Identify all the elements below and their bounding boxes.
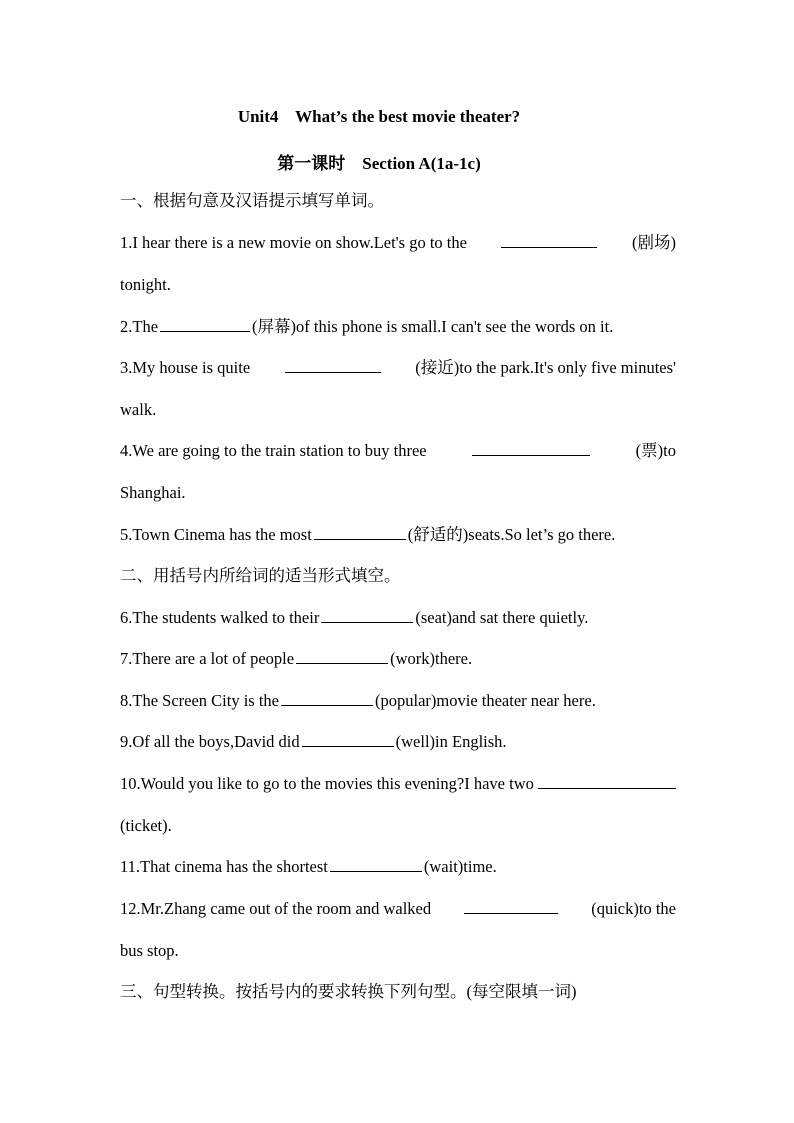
q4-hint: (票)to bbox=[635, 441, 676, 460]
q2-text: 2.The bbox=[120, 317, 159, 336]
q7-text: 7.There are a lot of people bbox=[120, 649, 295, 668]
q4-text: 4.We are going to the train station to buy three bbox=[120, 441, 427, 460]
section3-heading: 三、句型转换。按括号内的要求转换下列句型。(每空限填一词) bbox=[120, 982, 577, 1001]
q8-text: 8.The Screen City is the bbox=[120, 691, 280, 710]
q9-blank[interactable] bbox=[302, 731, 394, 747]
question-11 bbox=[120, 856, 676, 878]
q2-blank[interactable] bbox=[160, 316, 250, 332]
q6-text: 6.The students walked to their bbox=[120, 608, 320, 627]
q11-blank[interactable] bbox=[330, 856, 422, 872]
question-9 bbox=[120, 731, 676, 753]
q3-blank[interactable] bbox=[285, 357, 381, 373]
q9-rest: (well)in English. bbox=[395, 732, 507, 751]
q12-text: 12.Mr.Zhang came out of the room and walked bbox=[120, 899, 432, 918]
question-3-line1 bbox=[120, 357, 676, 379]
question-4-line1 bbox=[120, 440, 676, 462]
q5-blank[interactable] bbox=[314, 524, 406, 540]
q8-rest: (popular)movie theater near here. bbox=[375, 691, 596, 710]
question-2 bbox=[120, 316, 676, 338]
q6-rest: (seat)and sat there quietly. bbox=[415, 608, 589, 627]
q6-blank[interactable] bbox=[321, 607, 413, 623]
question-5 bbox=[120, 524, 676, 546]
question-10-line1 bbox=[120, 773, 676, 795]
question-10-line2: (ticket). bbox=[120, 816, 172, 835]
unit-title: Unit4 What’s the best movie theater? bbox=[237, 107, 521, 126]
q5-text: 5.Town Cinema has the most bbox=[120, 525, 312, 544]
q7-blank[interactable] bbox=[296, 648, 388, 664]
section2-heading: 二、用括号内所给词的适当形式填空。 bbox=[120, 566, 401, 585]
q9-text: 9.Of all the boys,David did bbox=[120, 732, 300, 751]
q8-blank[interactable] bbox=[281, 690, 373, 706]
q10-blank[interactable] bbox=[538, 773, 676, 789]
q2-rest: (屏幕)of this phone is small.I can't see the words on it. bbox=[252, 317, 614, 336]
question-8 bbox=[120, 690, 676, 712]
lesson-title: 第一课时 Section A(1a-1c) bbox=[277, 154, 481, 173]
q3-text: 3.My house is quite bbox=[120, 358, 251, 377]
q10-text: 10.Would you like to go to the movies this evening?I have two bbox=[120, 774, 534, 793]
q1-text: 1.I hear there is a new movie on show.Let's go to the bbox=[120, 233, 467, 252]
section1-heading: 一、根据句意及汉语提示填写单词。 bbox=[120, 191, 384, 210]
question-1-line2: tonight. bbox=[120, 275, 171, 294]
q1-hint: (剧场) bbox=[632, 233, 676, 252]
q7-rest: (work)there. bbox=[390, 649, 473, 668]
q4-blank[interactable] bbox=[472, 440, 590, 456]
q11-rest: (wait)time. bbox=[423, 857, 497, 876]
q1-blank[interactable] bbox=[501, 232, 597, 248]
question-1-line1 bbox=[120, 232, 676, 254]
question-3-line2: walk. bbox=[120, 400, 157, 419]
question-12-line1 bbox=[120, 898, 676, 920]
q3-rest: (接近)to the park.It's only five minutes' bbox=[415, 358, 676, 377]
q11-text: 11.That cinema has the shortest bbox=[120, 857, 328, 876]
q5-rest: (舒适的)seats.So let’s go there. bbox=[407, 525, 616, 544]
q12-hint: (quick)to the bbox=[591, 899, 676, 918]
question-12-line2: bus stop. bbox=[120, 941, 179, 960]
q12-blank[interactable] bbox=[464, 898, 558, 914]
question-7 bbox=[120, 648, 676, 670]
question-4-line2: Shanghai. bbox=[120, 483, 186, 502]
question-6 bbox=[120, 607, 676, 629]
